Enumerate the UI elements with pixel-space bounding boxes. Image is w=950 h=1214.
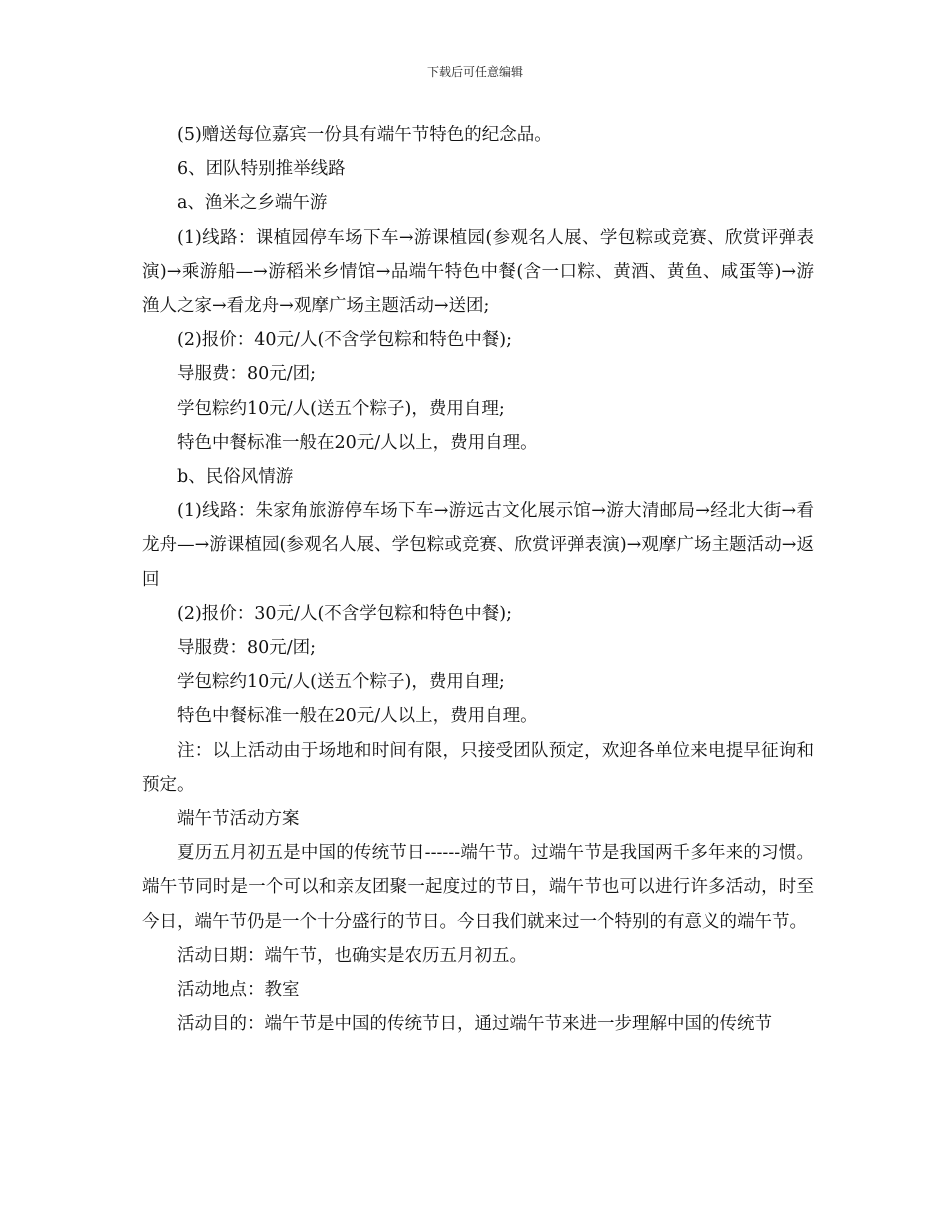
page-header-note: 下载后可任意编辑 <box>426 65 523 79</box>
paragraph: 学包粽约10元/人(送五个粽子)，费用自理; <box>177 398 505 419</box>
paragraph: 导服费：80元/团; <box>177 364 317 385</box>
paragraph: 导服费：80元/团; <box>177 638 317 659</box>
paragraph: 活动日期：端午节，也确实是农历五月初五。 <box>177 945 527 966</box>
paragraph: (2)报价：40元/人(不含学包粽和特色中餐); <box>177 330 513 351</box>
paragraph: (1)线路：朱家角旅游停车场下车→游远古文化展示馆→游大清邮局→经北大街→看龙舟—→游课植园(参观名人展、学包粽或竞赛、欣赏评弹表演)→观摩广场主题活动→返回 <box>142 501 814 590</box>
paragraph: 夏历五月初五是中国的传统节日------端午节。过端午节是我国两千多年来的习惯。端午节同时是一个可以和亲友团聚一起度过的节日，端午节也可以进行许多活动，时至今日，端午节仍是一个十分盛行的节日。今日我们就来过一个特别的有意义的端午节。 <box>142 843 814 932</box>
paragraph: 注：以上活动由于场地和时间有限，只接受团队预定，欢迎各单位来电提早征询和预定。 <box>142 740 814 795</box>
document-body <box>142 118 814 1041</box>
paragraph: 活动目的：端午节是中国的传统节日，通过端午节来进一步理解中国的传统节 <box>177 1014 772 1035</box>
paragraph: 特色中餐标准一般在20元/人以上，费用自理。 <box>177 432 538 453</box>
section-title: 端午节活动方案 <box>177 809 300 830</box>
paragraph: (5)赠送每位嘉宾一份具有端午节特色的纪念品。 <box>177 125 552 145</box>
section-heading: 6、团队特别推举线路 <box>177 159 346 180</box>
subsection-heading: a、渔米之乡端午游 <box>177 193 328 214</box>
paragraph: (2)报价：30元/人(不含学包粽和特色中餐); <box>177 603 513 624</box>
paragraph: (1)线路：课植园停车场下车→游课植园(参观名人展、学包粽或竞赛、欣赏评弹表演)→乘游船—→游稻米乡情馆→品端午特色中餐(含一口粽、黄酒、黄鱼、咸蛋等)→游渔人之家→看龙舟→观摩广场主题活动→送团; <box>142 227 814 317</box>
subsection-heading: b、民俗风情游 <box>177 467 294 488</box>
paragraph: 特色中餐标准一般在20元/人以上，费用自理。 <box>177 706 538 727</box>
paragraph: 活动地点：教室 <box>177 980 300 1001</box>
paragraph: 学包粽约10元/人(送五个粽子)，费用自理; <box>177 672 505 693</box>
